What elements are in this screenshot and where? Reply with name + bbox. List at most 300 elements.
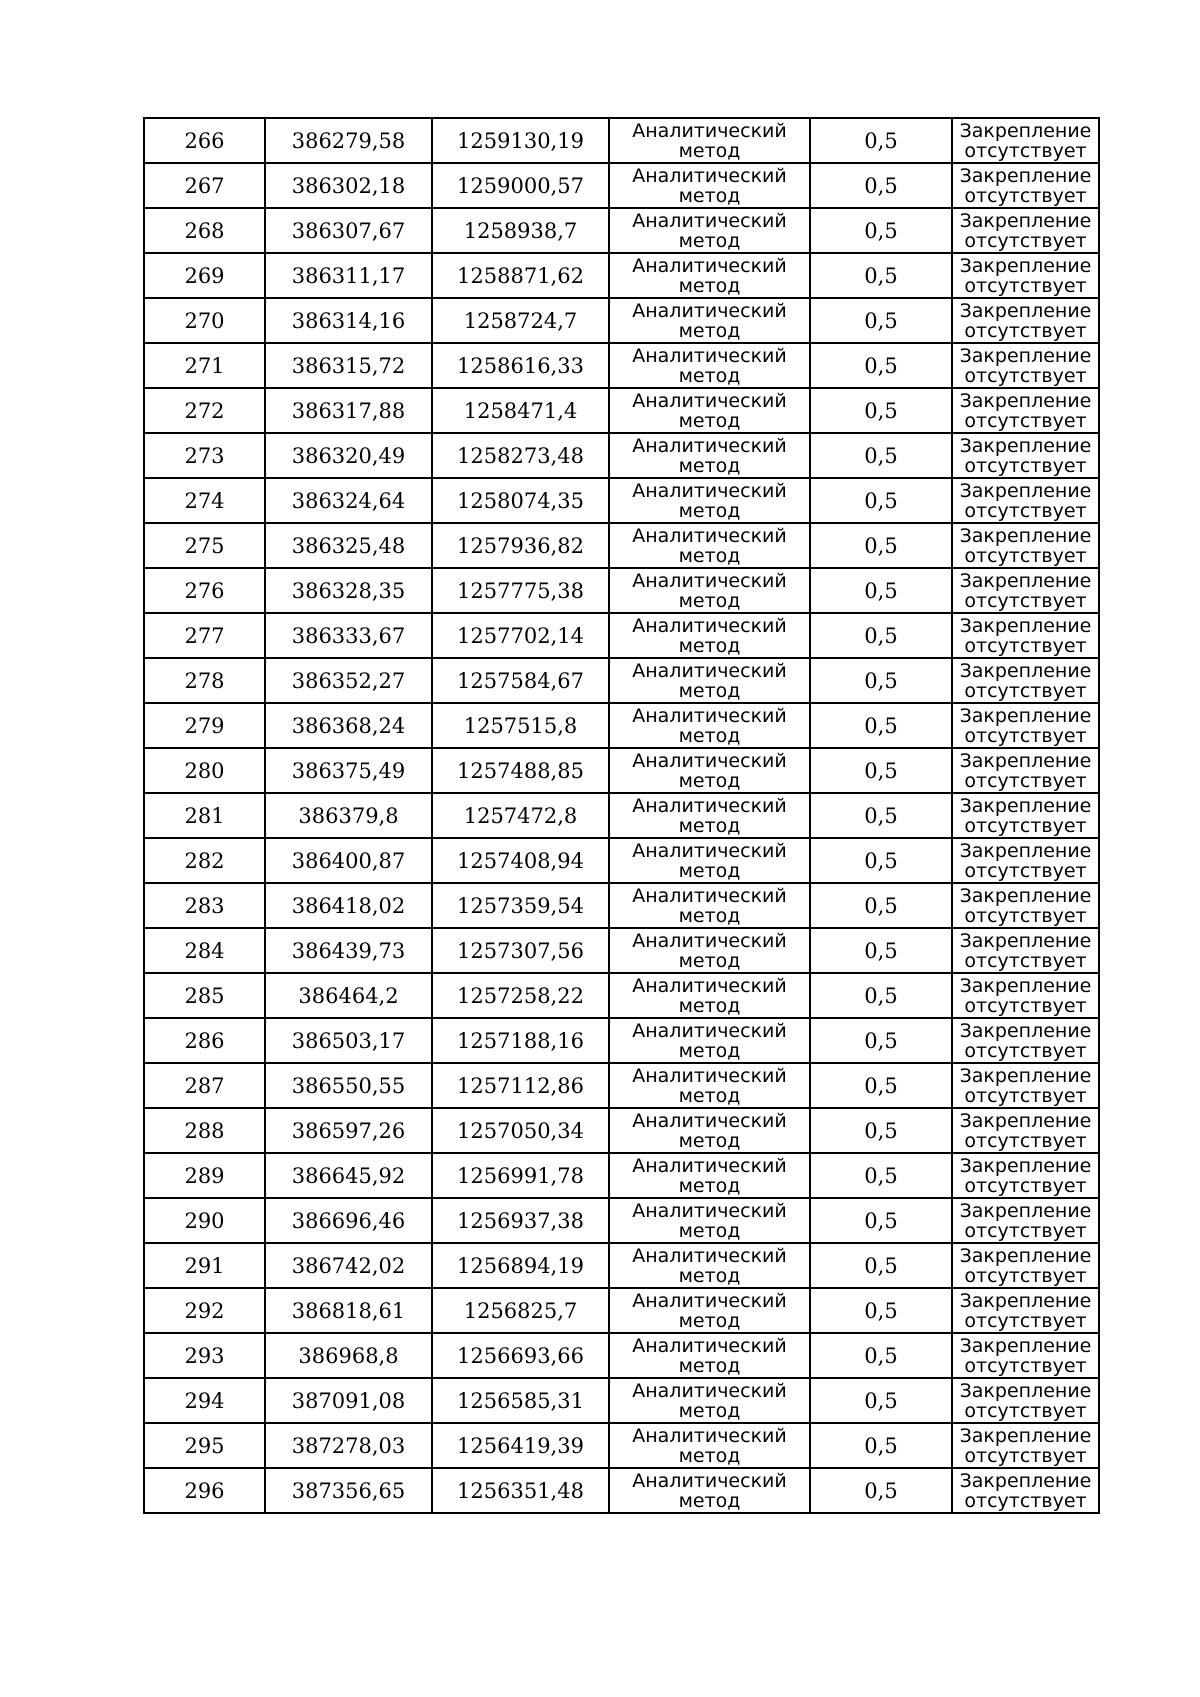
y-coordinate-cell: 1257408,94 — [432, 838, 609, 883]
y-coordinate-cell: 1257112,86 — [432, 1063, 609, 1108]
table-row — [144, 478, 1099, 523]
method-cell — [609, 523, 810, 568]
table-row — [144, 1468, 1099, 1513]
method-cell-line: Аналитический — [632, 929, 787, 952]
point-number-cell: 291 — [144, 1243, 265, 1288]
fixing-cell-line: Закрепление — [959, 1424, 1092, 1447]
fixing-cell-line: Закрепление — [959, 1289, 1092, 1312]
method-cell-line: метод — [678, 769, 741, 792]
fixing-cell-line: Закрепление — [959, 974, 1092, 997]
fixing-cell — [952, 613, 1099, 658]
fixing-cell — [952, 523, 1099, 568]
error-cell: 0,5 — [810, 1018, 952, 1063]
method-cell-line: Аналитический — [632, 389, 787, 412]
error-cell: 0,5 — [810, 838, 952, 883]
fixing-cell-line: Закрепление — [959, 614, 1092, 637]
x-coordinate-cell: 386968,8 — [265, 1333, 432, 1378]
x-coordinate-cell: 387091,08 — [265, 1378, 432, 1423]
fixing-cell-line: отсутствует — [964, 859, 1087, 882]
fixing-cell — [952, 1288, 1099, 1333]
y-coordinate-cell: 1258616,33 — [432, 343, 609, 388]
method-cell-line: Аналитический — [632, 254, 787, 277]
table-row — [144, 883, 1099, 928]
method-cell — [609, 1468, 810, 1513]
method-cell-line: метод — [678, 1444, 741, 1467]
method-cell-line: Аналитический — [632, 1154, 787, 1177]
fixing-cell — [952, 928, 1099, 973]
x-coordinate-cell: 386742,02 — [265, 1243, 432, 1288]
method-cell-line: метод — [678, 229, 741, 252]
error-cell: 0,5 — [810, 163, 952, 208]
method-cell — [609, 1153, 810, 1198]
table-row — [144, 118, 1099, 163]
fixing-cell-line: Закрепление — [959, 479, 1092, 502]
fixing-cell — [952, 1333, 1099, 1378]
method-cell — [609, 253, 810, 298]
fixing-cell-line: Закрепление — [959, 434, 1092, 457]
method-cell-line: Аналитический — [632, 119, 787, 142]
method-cell-line: метод — [678, 1084, 741, 1107]
fixing-cell-line: Закрепление — [959, 1154, 1092, 1177]
fixing-cell-line: Закрепление — [959, 794, 1092, 817]
method-cell — [609, 1288, 810, 1333]
error-cell: 0,5 — [810, 343, 952, 388]
fixing-cell-line: отсутствует — [964, 1444, 1087, 1467]
error-cell: 0,5 — [810, 1243, 952, 1288]
table-row — [144, 1063, 1099, 1108]
error-cell: 0,5 — [810, 1153, 952, 1198]
fixing-cell-line: отсутствует — [964, 319, 1087, 342]
fixing-cell — [952, 1108, 1099, 1153]
y-coordinate-cell: 1258273,48 — [432, 433, 609, 478]
x-coordinate-cell: 386333,67 — [265, 613, 432, 658]
fixing-cell-line: Закрепление — [959, 1064, 1092, 1087]
error-cell: 0,5 — [810, 1378, 952, 1423]
method-cell-line: Аналитический — [632, 344, 787, 367]
method-cell — [609, 613, 810, 658]
x-coordinate-cell: 386597,26 — [265, 1108, 432, 1153]
error-cell: 0,5 — [810, 208, 952, 253]
x-coordinate-cell: 386317,88 — [265, 388, 432, 433]
x-coordinate-cell: 386464,2 — [265, 973, 432, 1018]
table-row — [144, 838, 1099, 883]
table-row — [144, 253, 1099, 298]
point-number-cell: 288 — [144, 1108, 265, 1153]
fixing-cell-line: Закрепление — [959, 569, 1092, 592]
fixing-cell-line: отсутствует — [964, 499, 1087, 522]
table-row — [144, 793, 1099, 838]
fixing-cell-line: отсутствует — [964, 724, 1087, 747]
point-number-cell: 283 — [144, 883, 265, 928]
fixing-cell-line: отсутствует — [964, 544, 1087, 567]
point-number-cell: 284 — [144, 928, 265, 973]
fixing-cell-line: Закрепление — [959, 1019, 1092, 1042]
method-cell-line: Аналитический — [632, 974, 787, 997]
fixing-cell-line: отсутствует — [964, 364, 1087, 387]
method-cell — [609, 1018, 810, 1063]
fixing-cell-line: Закрепление — [959, 929, 1092, 952]
table-row — [144, 1288, 1099, 1333]
point-number-cell: 266 — [144, 118, 265, 163]
table-row — [144, 1378, 1099, 1423]
fixing-cell-line: Закрепление — [959, 254, 1092, 277]
method-cell-line: Аналитический — [632, 1424, 787, 1447]
point-number-cell: 267 — [144, 163, 265, 208]
y-coordinate-cell: 1256894,19 — [432, 1243, 609, 1288]
table-body — [144, 118, 1099, 1513]
method-cell-line: Аналитический — [632, 299, 787, 322]
fixing-cell-line: Закрепление — [959, 839, 1092, 862]
table-row — [144, 703, 1099, 748]
fixing-cell-line: отсутствует — [964, 949, 1087, 972]
method-cell — [609, 208, 810, 253]
method-cell-line: метод — [678, 1399, 741, 1422]
error-cell: 0,5 — [810, 973, 952, 1018]
x-coordinate-cell: 386352,27 — [265, 658, 432, 703]
method-cell-line: метод — [678, 499, 741, 522]
method-cell-line: Аналитический — [632, 794, 787, 817]
fixing-cell-line: Закрепление — [959, 1379, 1092, 1402]
fixing-cell-line: отсутствует — [964, 1174, 1087, 1197]
method-cell-line: метод — [678, 139, 741, 162]
fixing-cell-line: отсутствует — [964, 229, 1087, 252]
fixing-cell-line: отсутствует — [964, 1354, 1087, 1377]
y-coordinate-cell: 1256351,48 — [432, 1468, 609, 1513]
method-cell-line: метод — [678, 409, 741, 432]
table-row — [144, 1198, 1099, 1243]
point-number-cell: 270 — [144, 298, 265, 343]
table-row — [144, 343, 1099, 388]
y-coordinate-cell: 1257702,14 — [432, 613, 609, 658]
y-coordinate-cell: 1257188,16 — [432, 1018, 609, 1063]
fixing-cell-line: отсутствует — [964, 1084, 1087, 1107]
method-cell-line: метод — [678, 1129, 741, 1152]
point-number-cell: 272 — [144, 388, 265, 433]
table-row — [144, 388, 1099, 433]
method-cell-line: Аналитический — [632, 569, 787, 592]
fixing-cell-line: Закрепление — [959, 209, 1092, 232]
fixing-cell — [952, 1018, 1099, 1063]
error-cell: 0,5 — [810, 1108, 952, 1153]
y-coordinate-cell: 1257472,8 — [432, 793, 609, 838]
point-number-cell: 277 — [144, 613, 265, 658]
method-cell-line: Аналитический — [632, 434, 787, 457]
method-cell-line: метод — [678, 949, 741, 972]
fixing-cell-line: отсутствует — [964, 1264, 1087, 1287]
fixing-cell — [952, 568, 1099, 613]
coordinates-table — [143, 117, 1100, 1514]
method-cell-line: Аналитический — [632, 1199, 787, 1222]
point-number-cell: 278 — [144, 658, 265, 703]
method-cell-line: Аналитический — [632, 479, 787, 502]
fixing-cell — [952, 1423, 1099, 1468]
error-cell: 0,5 — [810, 613, 952, 658]
y-coordinate-cell: 1257307,56 — [432, 928, 609, 973]
table-row — [144, 1153, 1099, 1198]
fixing-cell — [952, 793, 1099, 838]
y-coordinate-cell: 1257584,67 — [432, 658, 609, 703]
table-row — [144, 1018, 1099, 1063]
method-cell-line: Аналитический — [632, 1019, 787, 1042]
method-cell-line: метод — [678, 904, 741, 927]
point-number-cell: 273 — [144, 433, 265, 478]
method-cell — [609, 388, 810, 433]
table-row — [144, 1423, 1099, 1468]
fixing-cell-line: Закрепление — [959, 389, 1092, 412]
point-number-cell: 292 — [144, 1288, 265, 1333]
method-cell-line: метод — [678, 814, 741, 837]
method-cell — [609, 1423, 810, 1468]
x-coordinate-cell: 386379,8 — [265, 793, 432, 838]
fixing-cell — [952, 658, 1099, 703]
y-coordinate-cell: 1257775,38 — [432, 568, 609, 613]
fixing-cell-line: Закрепление — [959, 1334, 1092, 1357]
fixing-cell-line: Закрепление — [959, 1469, 1092, 1492]
method-cell-line: метод — [678, 1309, 741, 1332]
point-number-cell: 280 — [144, 748, 265, 793]
fixing-cell-line: Закрепление — [959, 344, 1092, 367]
fixing-cell — [952, 478, 1099, 523]
method-cell — [609, 298, 810, 343]
x-coordinate-cell: 386315,72 — [265, 343, 432, 388]
method-cell-line: Аналитический — [632, 1334, 787, 1357]
method-cell-line: Аналитический — [632, 164, 787, 187]
y-coordinate-cell: 1257258,22 — [432, 973, 609, 1018]
y-coordinate-cell: 1259000,57 — [432, 163, 609, 208]
fixing-cell — [952, 298, 1099, 343]
fixing-cell — [952, 1063, 1099, 1108]
method-cell-line: метод — [678, 1264, 741, 1287]
fixing-cell-line: отсутствует — [964, 634, 1087, 657]
x-coordinate-cell: 386439,73 — [265, 928, 432, 973]
method-cell-line: Аналитический — [632, 1064, 787, 1087]
table-row — [144, 433, 1099, 478]
y-coordinate-cell: 1257050,34 — [432, 1108, 609, 1153]
method-cell-line: Аналитический — [632, 839, 787, 862]
fixing-cell — [952, 118, 1099, 163]
y-coordinate-cell: 1258871,62 — [432, 253, 609, 298]
fixing-cell-line: отсутствует — [964, 1489, 1087, 1512]
fixing-cell — [952, 433, 1099, 478]
error-cell: 0,5 — [810, 1198, 952, 1243]
table-row — [144, 973, 1099, 1018]
error-cell: 0,5 — [810, 703, 952, 748]
method-cell-line: Аналитический — [632, 209, 787, 232]
x-coordinate-cell: 386324,64 — [265, 478, 432, 523]
x-coordinate-cell: 387278,03 — [265, 1423, 432, 1468]
x-coordinate-cell: 387356,65 — [265, 1468, 432, 1513]
method-cell-line: Аналитический — [632, 1379, 787, 1402]
method-cell-line: метод — [678, 1174, 741, 1197]
fixing-cell-line: Закрепление — [959, 299, 1092, 322]
error-cell: 0,5 — [810, 793, 952, 838]
x-coordinate-cell: 386320,49 — [265, 433, 432, 478]
point-number-cell: 294 — [144, 1378, 265, 1423]
method-cell-line: Аналитический — [632, 1109, 787, 1132]
method-cell-line: Аналитический — [632, 749, 787, 772]
method-cell-line: Аналитический — [632, 524, 787, 547]
x-coordinate-cell: 386400,87 — [265, 838, 432, 883]
fixing-cell-line: Закрепление — [959, 119, 1092, 142]
error-cell: 0,5 — [810, 568, 952, 613]
point-number-cell: 290 — [144, 1198, 265, 1243]
y-coordinate-cell: 1258724,7 — [432, 298, 609, 343]
method-cell-line: метод — [678, 679, 741, 702]
error-cell: 0,5 — [810, 928, 952, 973]
x-coordinate-cell: 386375,49 — [265, 748, 432, 793]
method-cell-line: метод — [678, 184, 741, 207]
fixing-cell — [952, 343, 1099, 388]
fixing-cell-line: отсутствует — [964, 184, 1087, 207]
point-number-cell: 289 — [144, 1153, 265, 1198]
error-cell: 0,5 — [810, 1063, 952, 1108]
method-cell-line: метод — [678, 724, 741, 747]
table-row — [144, 658, 1099, 703]
fixing-cell-line: отсутствует — [964, 454, 1087, 477]
point-number-cell: 286 — [144, 1018, 265, 1063]
method-cell-line: метод — [678, 634, 741, 657]
x-coordinate-cell: 386279,58 — [265, 118, 432, 163]
table-row — [144, 1243, 1099, 1288]
fixing-cell-line: Закрепление — [959, 1244, 1092, 1267]
method-cell — [609, 1333, 810, 1378]
y-coordinate-cell: 1256825,7 — [432, 1288, 609, 1333]
method-cell-line: Аналитический — [632, 1289, 787, 1312]
fixing-cell-line: отсутствует — [964, 139, 1087, 162]
y-coordinate-cell: 1257359,54 — [432, 883, 609, 928]
x-coordinate-cell: 386645,92 — [265, 1153, 432, 1198]
error-cell: 0,5 — [810, 658, 952, 703]
fixing-cell — [952, 388, 1099, 433]
x-coordinate-cell: 386368,24 — [265, 703, 432, 748]
x-coordinate-cell: 386550,55 — [265, 1063, 432, 1108]
x-coordinate-cell: 386328,35 — [265, 568, 432, 613]
table-row — [144, 1333, 1099, 1378]
x-coordinate-cell: 386302,18 — [265, 163, 432, 208]
x-coordinate-cell: 386418,02 — [265, 883, 432, 928]
point-number-cell: 268 — [144, 208, 265, 253]
point-number-cell: 281 — [144, 793, 265, 838]
error-cell: 0,5 — [810, 523, 952, 568]
point-number-cell: 285 — [144, 973, 265, 1018]
method-cell-line: Аналитический — [632, 1469, 787, 1492]
fixing-cell — [952, 748, 1099, 793]
y-coordinate-cell: 1258471,4 — [432, 388, 609, 433]
method-cell-line: метод — [678, 1039, 741, 1062]
method-cell — [609, 163, 810, 208]
method-cell — [609, 793, 810, 838]
table-row — [144, 613, 1099, 658]
method-cell-line: метод — [678, 319, 741, 342]
y-coordinate-cell: 1257515,8 — [432, 703, 609, 748]
method-cell — [609, 1108, 810, 1153]
fixing-cell — [952, 163, 1099, 208]
fixing-cell-line: отсутствует — [964, 1309, 1087, 1332]
fixing-cell — [952, 208, 1099, 253]
method-cell-line: метод — [678, 1354, 741, 1377]
method-cell — [609, 433, 810, 478]
method-cell-line: метод — [678, 859, 741, 882]
method-cell-line: метод — [678, 544, 741, 567]
fixing-cell-line: отсутствует — [964, 409, 1087, 432]
fixing-cell — [952, 1243, 1099, 1288]
method-cell-line: метод — [678, 994, 741, 1017]
fixing-cell — [952, 973, 1099, 1018]
y-coordinate-cell: 1258074,35 — [432, 478, 609, 523]
point-number-cell: 274 — [144, 478, 265, 523]
y-coordinate-cell: 1256419,39 — [432, 1423, 609, 1468]
fixing-cell-line: отсутствует — [964, 589, 1087, 612]
method-cell-line: метод — [678, 1489, 741, 1512]
error-cell: 0,5 — [810, 1288, 952, 1333]
error-cell: 0,5 — [810, 478, 952, 523]
error-cell: 0,5 — [810, 883, 952, 928]
error-cell: 0,5 — [810, 1333, 952, 1378]
method-cell — [609, 118, 810, 163]
method-cell-line: Аналитический — [632, 1244, 787, 1267]
fixing-cell-line: отсутствует — [964, 814, 1087, 837]
point-number-cell: 271 — [144, 343, 265, 388]
point-number-cell: 296 — [144, 1468, 265, 1513]
method-cell — [609, 658, 810, 703]
table-row — [144, 568, 1099, 613]
method-cell — [609, 1198, 810, 1243]
fixing-cell-line: отсутствует — [964, 1219, 1087, 1242]
error-cell: 0,5 — [810, 253, 952, 298]
point-number-cell: 276 — [144, 568, 265, 613]
point-number-cell: 279 — [144, 703, 265, 748]
fixing-cell-line: Закрепление — [959, 659, 1092, 682]
method-cell-line: метод — [678, 1219, 741, 1242]
fixing-cell-line: отсутствует — [964, 904, 1087, 927]
method-cell-line: метод — [678, 274, 741, 297]
fixing-cell-line: отсутствует — [964, 994, 1087, 1017]
point-number-cell: 275 — [144, 523, 265, 568]
table-row — [144, 208, 1099, 253]
fixing-cell-line: Закрепление — [959, 884, 1092, 907]
point-number-cell: 293 — [144, 1333, 265, 1378]
method-cell — [609, 748, 810, 793]
table-row — [144, 1108, 1099, 1153]
fixing-cell — [952, 253, 1099, 298]
method-cell — [609, 568, 810, 613]
point-number-cell: 295 — [144, 1423, 265, 1468]
x-coordinate-cell: 386314,16 — [265, 298, 432, 343]
fixing-cell-line: Закрепление — [959, 704, 1092, 727]
x-coordinate-cell: 386325,48 — [265, 523, 432, 568]
error-cell: 0,5 — [810, 298, 952, 343]
x-coordinate-cell: 386307,67 — [265, 208, 432, 253]
error-cell: 0,5 — [810, 748, 952, 793]
fixing-cell — [952, 1378, 1099, 1423]
method-cell — [609, 928, 810, 973]
fixing-cell-line: отсутствует — [964, 769, 1087, 792]
y-coordinate-cell: 1259130,19 — [432, 118, 609, 163]
fixing-cell-line: отсутствует — [964, 1129, 1087, 1152]
error-cell: 0,5 — [810, 388, 952, 433]
fixing-cell-line: отсутствует — [964, 274, 1087, 297]
fixing-cell-line: Закрепление — [959, 164, 1092, 187]
fixing-cell — [952, 1468, 1099, 1513]
method-cell — [609, 838, 810, 883]
fixing-cell-line: Закрепление — [959, 749, 1092, 772]
y-coordinate-cell: 1257488,85 — [432, 748, 609, 793]
fixing-cell — [952, 703, 1099, 748]
method-cell-line: Аналитический — [632, 884, 787, 907]
table-row — [144, 523, 1099, 568]
fixing-cell-line: Закрепление — [959, 524, 1092, 547]
error-cell: 0,5 — [810, 433, 952, 478]
